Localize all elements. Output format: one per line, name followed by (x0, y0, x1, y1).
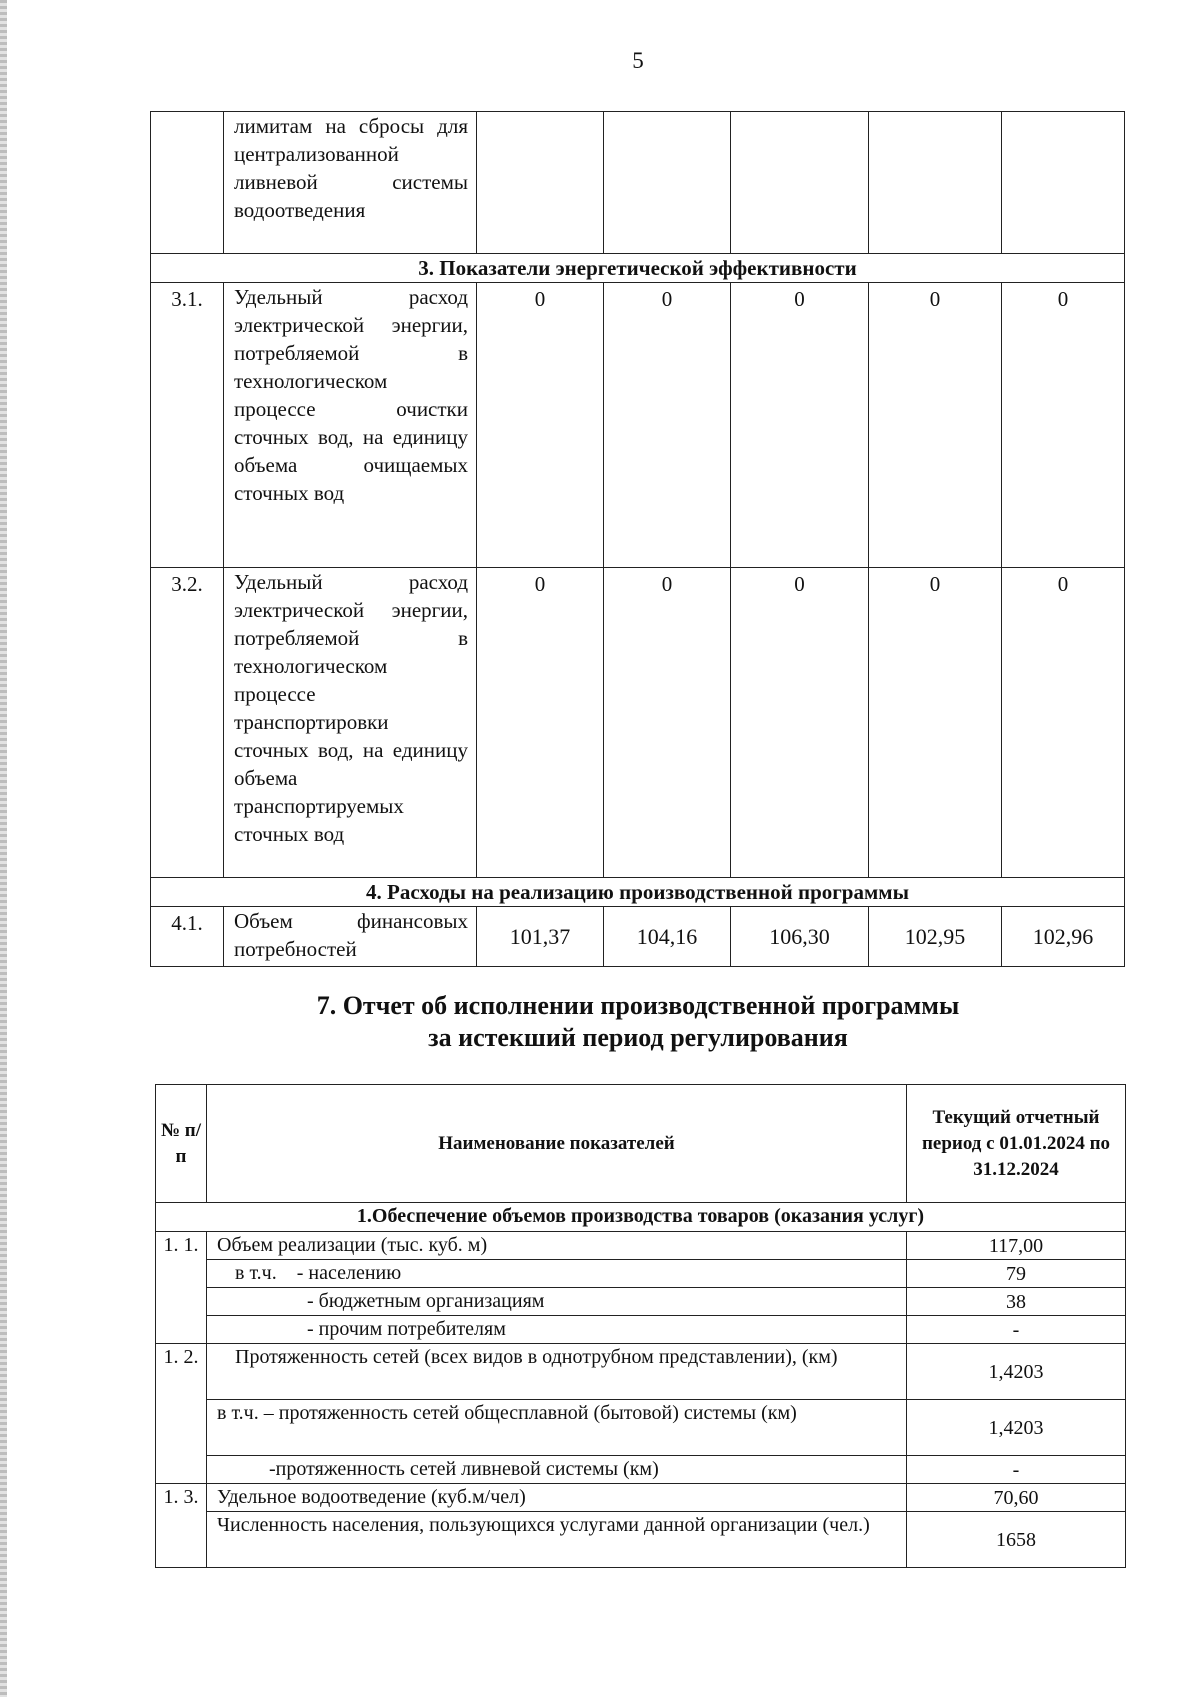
cell-value: 0 (731, 568, 869, 878)
table-row (156, 1316, 1126, 1344)
cell-value: 0 (869, 283, 1002, 568)
cell-value: 0 (1002, 283, 1125, 568)
table-row (156, 1344, 1126, 1400)
cell-value: 104,16 (604, 907, 731, 967)
cell-value: 106,30 (731, 907, 869, 967)
section-row (151, 878, 1125, 907)
row-value: 1,4203 (907, 1344, 1126, 1400)
row-label: - бюджетным организациям (207, 1288, 907, 1316)
header-num: № п/ п (156, 1085, 207, 1203)
table-row (156, 1400, 1126, 1456)
cell-value: 0 (869, 568, 1002, 878)
section-heading-line2: за истекший период регулирования (428, 1023, 848, 1052)
row-label: в т.ч. - населению (207, 1260, 907, 1288)
header-name: Наименование показателей (207, 1085, 907, 1203)
row-value: 79 (907, 1260, 1126, 1288)
row-index: 1. 2. (156, 1344, 207, 1484)
cell-value: 0 (477, 283, 604, 568)
table-row (156, 1232, 1126, 1260)
section-row (151, 254, 1125, 283)
row-index: 1. 1. (156, 1232, 207, 1344)
cell-value: 0 (1002, 568, 1125, 878)
row-label: Объем реализации (тыс. куб. м) (207, 1232, 907, 1260)
indicators-table (150, 111, 1125, 967)
row-label: -протяженность сетей ливневой системы (км) (207, 1456, 907, 1484)
row-index: 1. 3. (156, 1484, 207, 1568)
row-label: в т.ч. – протяженность сетей общесплавной (бытовой) системы (км) (207, 1400, 907, 1456)
table-row (156, 1288, 1126, 1316)
row-name: Удельный расход электрической энергии, потребляемой в технологическом процессе очистки сточных вод, на единицу объема очищаемых сточных вод (224, 283, 477, 568)
scan-edge (0, 0, 7, 1697)
section-title: 3. Показатели энергетической эффективности (151, 254, 1125, 283)
cell-value: 102,95 (869, 907, 1002, 967)
cell-value: 0 (477, 568, 604, 878)
report-table (155, 1084, 1126, 1568)
table-row (151, 283, 1125, 568)
row-value: 70,60 (907, 1484, 1126, 1512)
row-label: Удельное водоотведение (куб.м/чел) (207, 1484, 907, 1512)
section-row (156, 1203, 1126, 1232)
table-row (151, 907, 1125, 967)
row-value: - (907, 1316, 1126, 1344)
table-row (156, 1512, 1126, 1568)
cell-value: 0 (604, 283, 731, 568)
row-value: 117,00 (907, 1232, 1126, 1260)
cell-value: 0 (604, 568, 731, 878)
section-title: 1.Обеспечение объемов производства товаров (оказания услуг) (156, 1203, 1126, 1232)
cell-value: 0 (731, 283, 869, 568)
table-row (156, 1260, 1126, 1288)
row-name: лимитам на сбросы для централизованной ливневой системы водоотведения (224, 112, 477, 254)
header-row (156, 1085, 1126, 1203)
row-name: Объем финансовых потребностей (224, 907, 477, 967)
row-name: Удельный расход электрической энергии, потребляемой в технологическом процессе транспортировки сточных вод, на единицу объема транспортируемых сточных вод (224, 568, 477, 878)
row-label: Численность населения, пользующихся услугами данной организации (чел.) (207, 1512, 907, 1568)
row-number: 3.2. (151, 568, 224, 878)
row-number: 4.1. (151, 907, 224, 967)
row-value: - (907, 1456, 1126, 1484)
row-value: 1,4203 (907, 1400, 1126, 1456)
section-title: 4. Расходы на реализацию производственной программы (151, 878, 1125, 907)
row-label: Протяженность сетей (всех видов в однотрубном представлении), (км) (207, 1344, 907, 1400)
table-row (156, 1456, 1126, 1484)
row-value: 1658 (907, 1512, 1126, 1568)
row-label: - прочим потребителям (207, 1316, 907, 1344)
row-number: 3.1. (151, 283, 224, 568)
header-period: Текущий отчетный период с 01.01.2024 по 31.12.2024 (907, 1085, 1126, 1203)
cell-value: 101,37 (477, 907, 604, 967)
cell-value: 102,96 (1002, 907, 1125, 967)
table-row (151, 112, 1125, 254)
row-value: 38 (907, 1288, 1126, 1316)
table-row (156, 1484, 1126, 1512)
table-row (151, 568, 1125, 878)
page-number: 5 (632, 48, 644, 73)
section-heading-line1: 7. Отчет об исполнении производственной программы (316, 991, 960, 1020)
